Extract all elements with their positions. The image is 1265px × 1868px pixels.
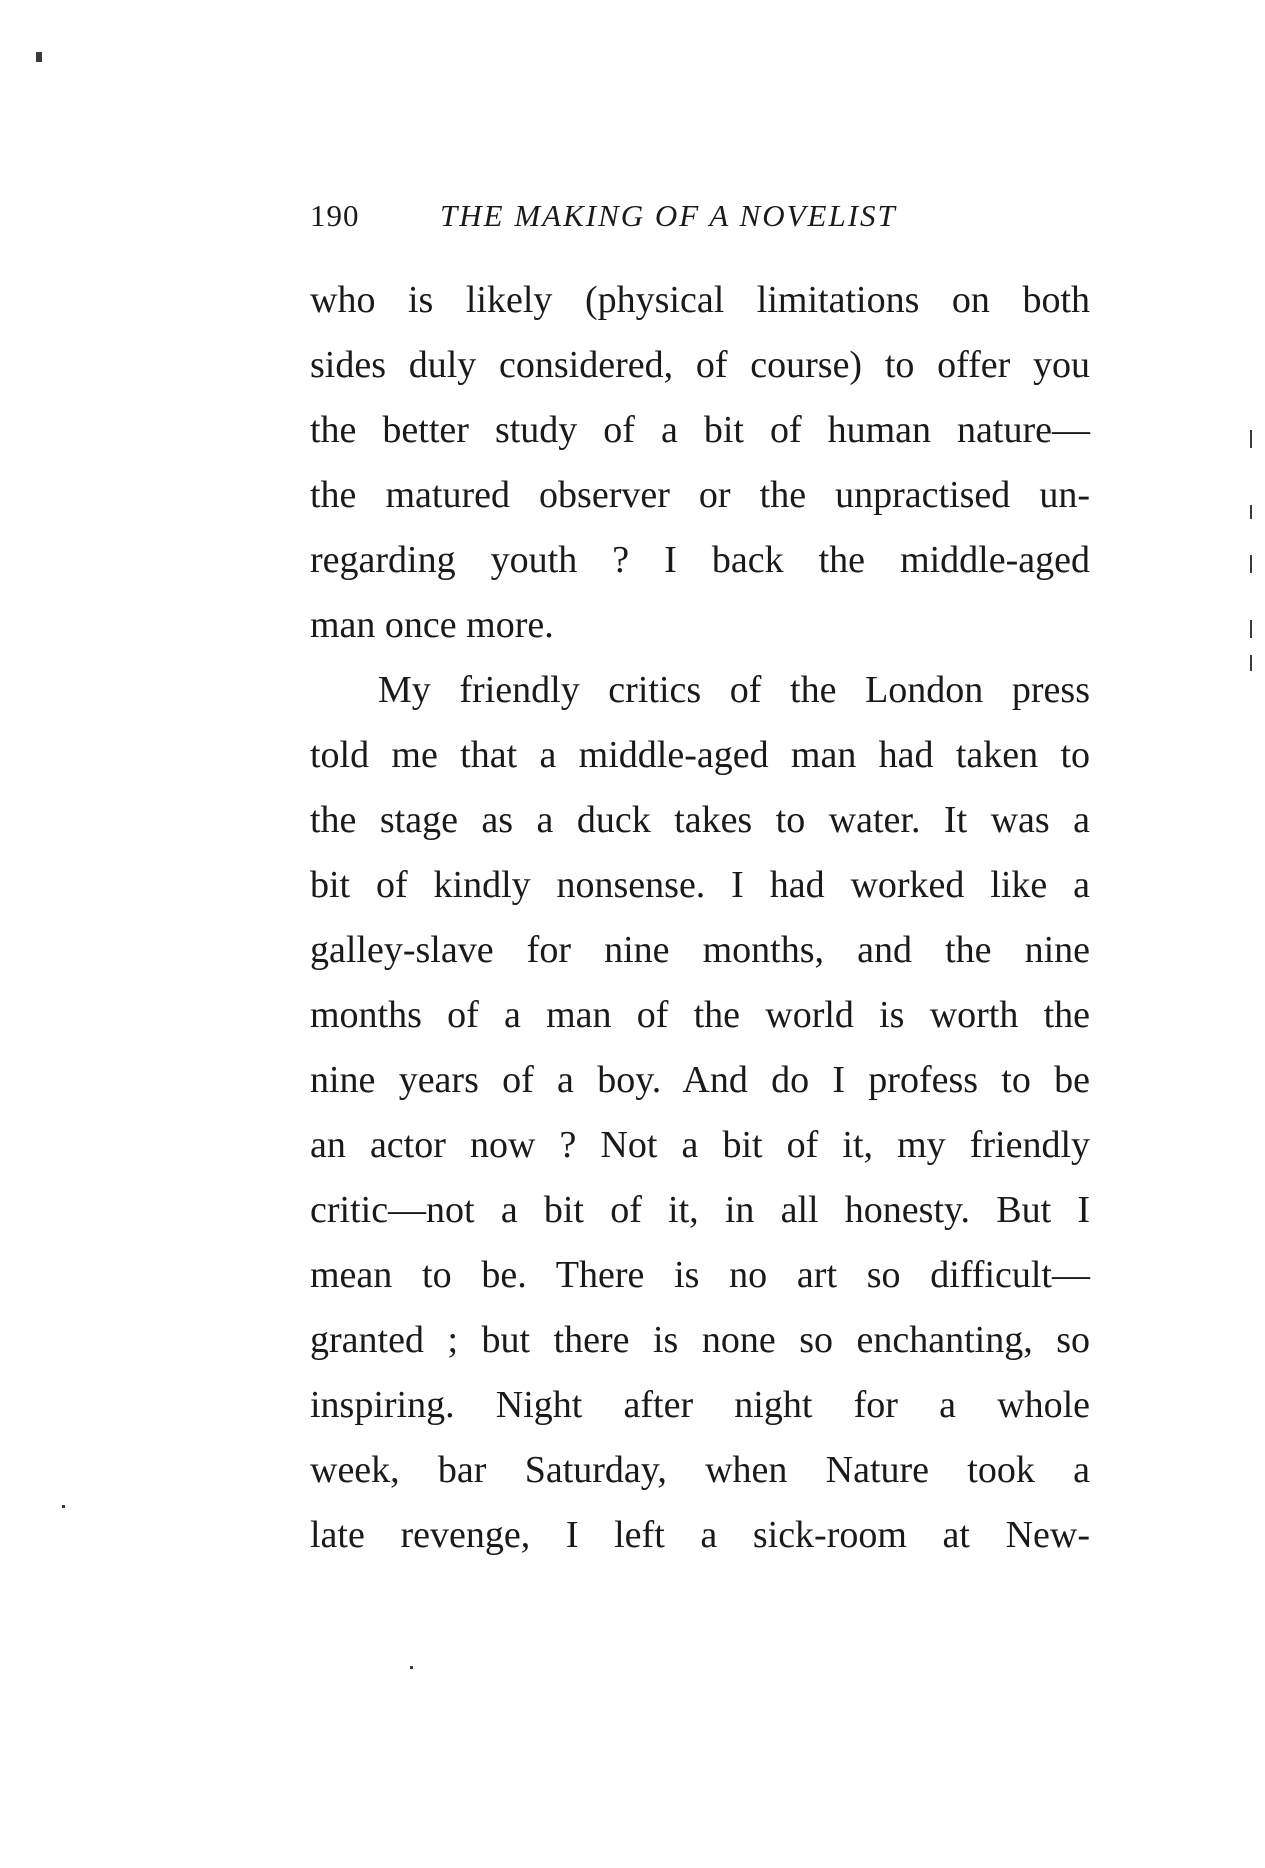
scan-speck: [1250, 555, 1252, 573]
text-line: regarding youth ? I back the middle-aged: [310, 539, 1090, 581]
page-number: 190: [310, 198, 360, 233]
body-text: [310, 268, 1090, 1568]
scan-speck: [1250, 655, 1252, 671]
scan-speck: [1250, 505, 1252, 519]
scan-speck: [410, 1666, 413, 1669]
text-line: galley-slave for nine months, and the nine: [310, 929, 1090, 971]
paragraph-end-line: man once more.: [310, 604, 554, 646]
text-line: sides duly considered, of course) to offer you: [310, 344, 1090, 386]
running-title: THE MAKING OF A NOVELIST: [440, 198, 897, 233]
scan-speck: [36, 52, 42, 62]
page-header: [310, 192, 1110, 240]
text-line: critic—not a bit of it, in all honesty. But I: [310, 1189, 1090, 1231]
text-line: bit of kindly nonsense. I had worked like a: [310, 864, 1090, 906]
text-line: inspiring. Night after night for a whole: [310, 1384, 1090, 1426]
text-line: week, bar Saturday, when Nature took a: [310, 1449, 1090, 1491]
scan-speck: [1250, 430, 1252, 448]
text-line: an actor now ? Not a bit of it, my friendly: [310, 1124, 1090, 1166]
text-line: nine years of a boy. And do I profess to be: [310, 1059, 1090, 1101]
scan-speck: [1250, 620, 1252, 638]
text-line: the better study of a bit of human nature—: [310, 409, 1090, 451]
text-line: told me that a middle-aged man had taken to: [310, 734, 1090, 776]
text-line: granted ; but there is none so enchanting, so: [310, 1319, 1090, 1361]
text-line: mean to be. There is no art so difficult—: [310, 1254, 1090, 1296]
scan-speck: [62, 1505, 65, 1508]
paragraph-start-line: My friendly critics of the London press: [378, 669, 1090, 711]
text-line: the stage as a duck takes to water. It was a: [310, 799, 1090, 841]
text-line: months of a man of the world is worth the: [310, 994, 1090, 1036]
text-line: the matured observer or the unpractised un-: [310, 474, 1090, 516]
text-line: who is likely (physical limitations on both: [310, 279, 1090, 321]
text-line: late revenge, I left a sick-room at New-: [310, 1514, 1090, 1556]
